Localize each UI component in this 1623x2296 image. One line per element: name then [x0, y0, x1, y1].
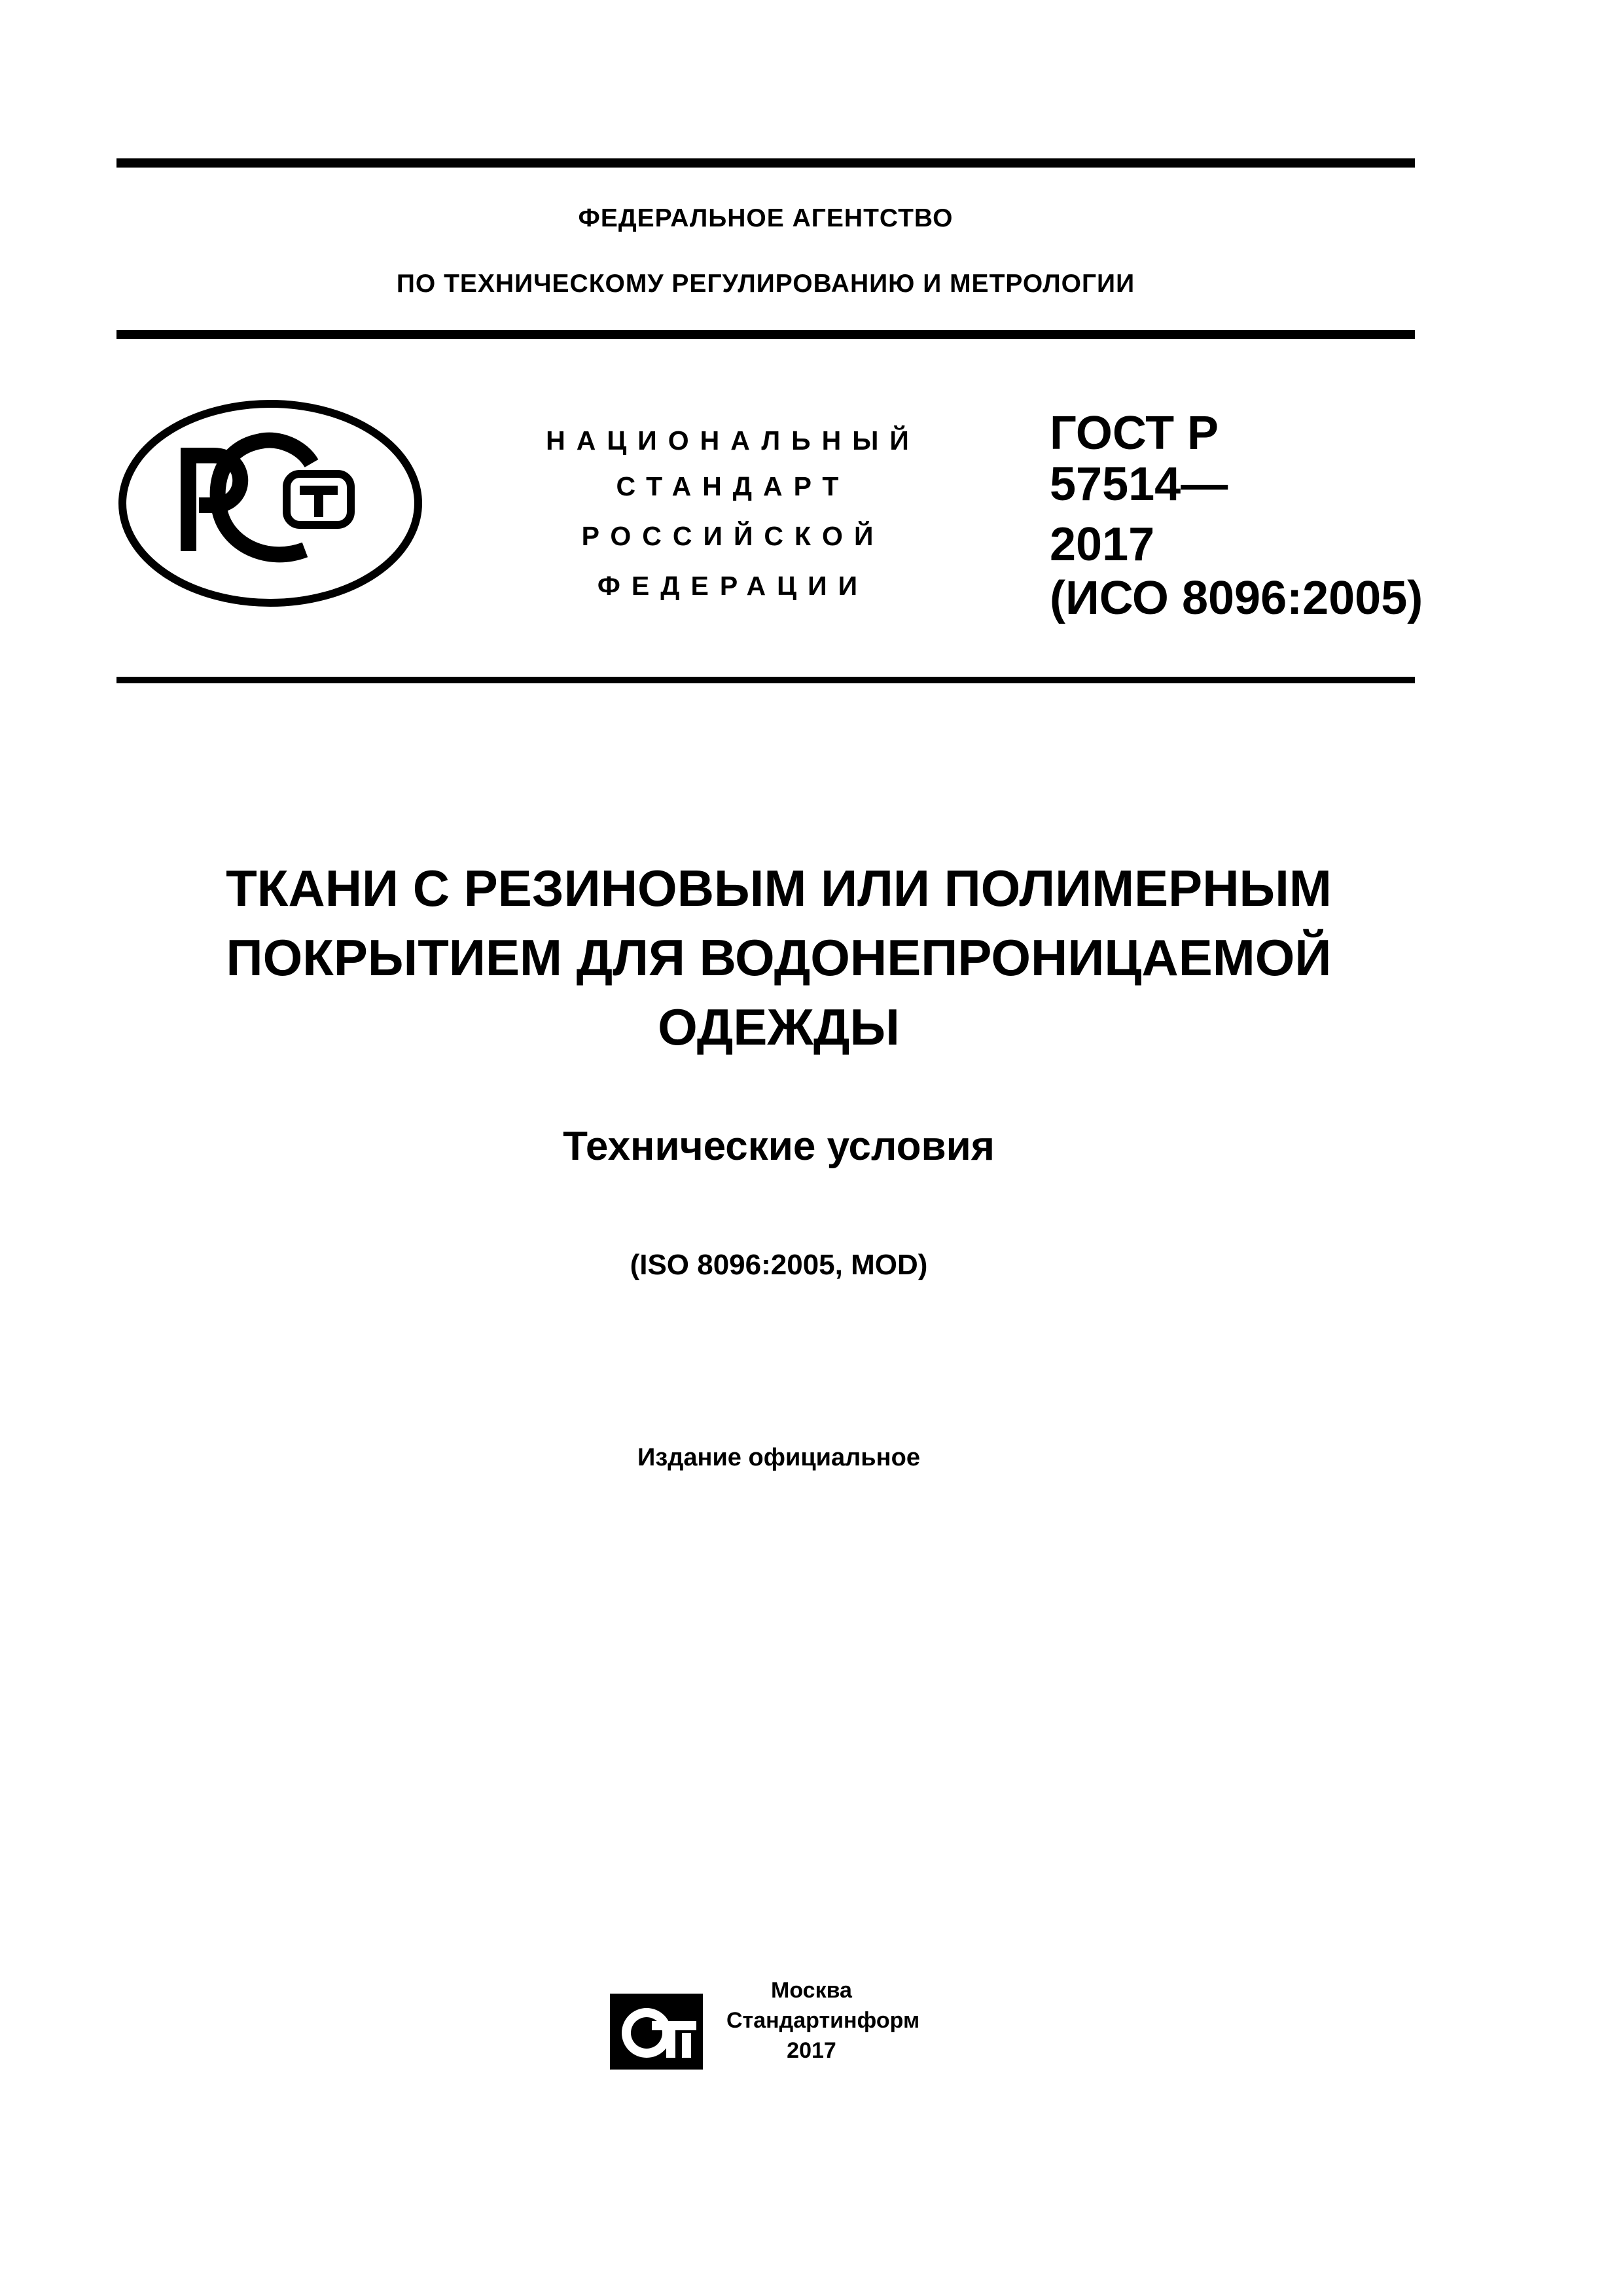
publisher-year: 2017 — [787, 2038, 836, 2063]
designation-line-4: (ИСО 8096:2005) — [1050, 572, 1423, 624]
subtitle: Технические условия — [563, 1124, 995, 1169]
agency-line-2: ПО ТЕХНИЧЕСКОМУ РЕГУЛИРОВАНИЮ И МЕТРОЛОГИИ — [396, 270, 1135, 298]
designation-line-2: 57514— — [1050, 458, 1228, 511]
national-standard-line-4: ФЕДЕРАЦИИ — [597, 571, 869, 601]
standartinform-logo-icon — [609, 1992, 704, 2071]
edition-label: Издание официальное — [637, 1444, 920, 1471]
title-line-1: ТКАНИ С РЕЗИНОВЫМ ИЛИ ПОЛИМЕРНЫМ — [226, 859, 1332, 917]
publisher-name: Стандартинформ — [726, 2008, 920, 2033]
national-standard-line-1: НАЦИОНАЛЬНЫЙ — [546, 425, 920, 456]
top-rule — [116, 158, 1415, 168]
header-rule — [116, 330, 1415, 339]
rst-emblem-icon — [115, 395, 425, 611]
publisher-city: Москва — [771, 1978, 852, 2003]
agency-line-1: ФЕДЕРАЛЬНОЕ АГЕНТСТВО — [578, 204, 954, 232]
designation-line-1: ГОСТ Р — [1050, 407, 1219, 459]
designation-line-3: 2017 — [1050, 518, 1155, 571]
title-line-2: ПОКРЫТИЕМ ДЛЯ ВОДОНЕПРОНИЦАЕМОЙ — [226, 929, 1332, 986]
national-standard-line-2: СТАНДАРТ — [616, 471, 850, 501]
title-line-3: ОДЕЖДЫ — [658, 998, 900, 1056]
designation-rule — [116, 677, 1415, 683]
national-standard-line-3: РОССИЙСКОЙ — [581, 521, 885, 551]
iso-reference: (ISO 8096:2005, MOD) — [630, 1249, 928, 1281]
